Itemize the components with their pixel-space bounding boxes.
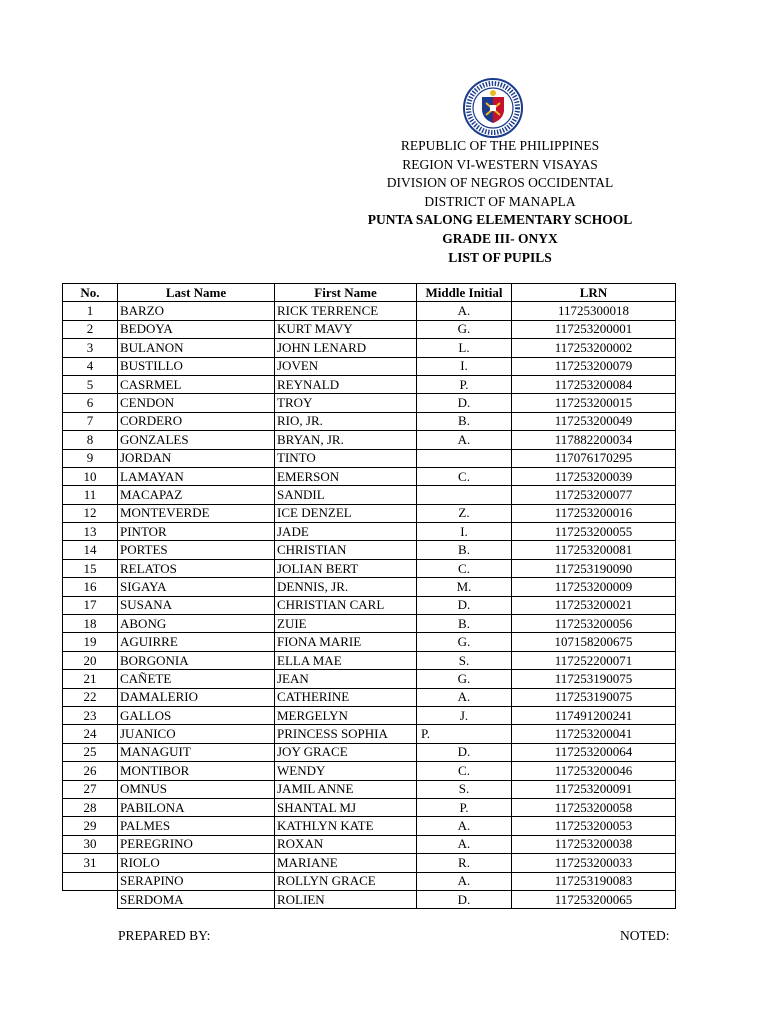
cell-last-name: RELATOS bbox=[118, 559, 275, 577]
cell-middle-initial: A. bbox=[417, 688, 512, 706]
cell-middle-initial: G. bbox=[417, 670, 512, 688]
table-row bbox=[63, 633, 676, 651]
table-row bbox=[63, 762, 676, 780]
cell-lrn: 117253200065 bbox=[512, 890, 676, 908]
cell-no: 13 bbox=[63, 523, 118, 541]
cell-first-name: ELLA MAE bbox=[275, 651, 417, 669]
cell-lrn: 117253200021 bbox=[512, 596, 676, 614]
cell-last-name: DAMALERIO bbox=[118, 688, 275, 706]
cell-middle-initial: J. bbox=[417, 706, 512, 724]
header-list-title: LIST OF PUPILS bbox=[448, 249, 552, 265]
cell-lrn: 117253190090 bbox=[512, 559, 676, 577]
cell-first-name: DENNIS, JR. bbox=[275, 578, 417, 596]
cell-first-name: ROXAN bbox=[275, 835, 417, 853]
cell-middle-initial: P. bbox=[417, 798, 512, 816]
table-row bbox=[63, 339, 676, 357]
cell-lrn: 11725300018 bbox=[512, 302, 676, 320]
col-header-lrn: LRN bbox=[512, 284, 676, 302]
cell-first-name: JOHN LENARD bbox=[275, 339, 417, 357]
cell-lrn: 117253200038 bbox=[512, 835, 676, 853]
cell-last-name: OMNUS bbox=[118, 780, 275, 798]
table-row bbox=[63, 706, 676, 724]
cell-middle-initial: A. bbox=[417, 431, 512, 449]
cell-middle-initial: P. bbox=[417, 375, 512, 393]
cell-no: 14 bbox=[63, 541, 118, 559]
cell-no: 9 bbox=[63, 449, 118, 467]
cell-no: 7 bbox=[63, 412, 118, 430]
cell-no: 23 bbox=[63, 706, 118, 724]
cell-no: 31 bbox=[63, 854, 118, 872]
cell-last-name: CORDERO bbox=[118, 412, 275, 430]
col-header-first-name: First Name bbox=[275, 284, 417, 302]
cell-lrn: 117253190075 bbox=[512, 688, 676, 706]
cell-middle-initial: A. bbox=[417, 835, 512, 853]
col-header-no: No. bbox=[63, 284, 118, 302]
table-row bbox=[63, 688, 676, 706]
table-row bbox=[63, 780, 676, 798]
cell-first-name: MERGELYN bbox=[275, 706, 417, 724]
cell-first-name: KURT MAVY bbox=[275, 320, 417, 338]
document-header bbox=[330, 137, 670, 267]
cell-first-name: JEAN bbox=[275, 670, 417, 688]
cell-lrn: 117253200079 bbox=[512, 357, 676, 375]
table-row bbox=[63, 872, 676, 890]
cell-lrn: 117253200053 bbox=[512, 817, 676, 835]
cell-middle-initial: B. bbox=[417, 541, 512, 559]
cell-middle-initial: A. bbox=[417, 872, 512, 890]
cell-middle-initial: A. bbox=[417, 817, 512, 835]
cell-middle-initial: Z. bbox=[417, 504, 512, 522]
cell-first-name: WENDY bbox=[275, 762, 417, 780]
cell-first-name: ROLLYN GRACE bbox=[275, 872, 417, 890]
cell-lrn: 117882200034 bbox=[512, 431, 676, 449]
cell-middle-initial bbox=[417, 486, 512, 504]
table-row bbox=[63, 670, 676, 688]
header-school-name: PUNTA SALONG ELEMENTARY SCHOOL bbox=[367, 212, 633, 228]
cell-middle-initial: I. bbox=[417, 523, 512, 541]
table-row bbox=[63, 302, 676, 320]
cell-no: 25 bbox=[63, 743, 118, 761]
cell-middle-initial: L. bbox=[417, 339, 512, 357]
cell-no: 1 bbox=[63, 302, 118, 320]
table-row bbox=[63, 615, 676, 633]
cell-first-name: CHRISTIAN CARL bbox=[275, 596, 417, 614]
cell-middle-initial: C. bbox=[417, 559, 512, 577]
cell-no: 8 bbox=[63, 431, 118, 449]
header-district: DISTRICT OF MANAPLA bbox=[424, 193, 576, 209]
cell-no: 20 bbox=[63, 651, 118, 669]
cell-last-name: SERDOMA bbox=[118, 890, 275, 908]
header-region: REGION VI-WESTERN VISAYAS bbox=[402, 156, 598, 172]
table-row bbox=[63, 725, 676, 743]
cell-no: 11 bbox=[63, 486, 118, 504]
cell-last-name: SERAPINO bbox=[118, 872, 275, 890]
cell-lrn: 117252200071 bbox=[512, 651, 676, 669]
cell-last-name: BEDOYA bbox=[118, 320, 275, 338]
cell-last-name: PORTES bbox=[118, 541, 275, 559]
cell-first-name: ICE DENZEL bbox=[275, 504, 417, 522]
cell-middle-initial: S. bbox=[417, 651, 512, 669]
cell-lrn: 117253190075 bbox=[512, 670, 676, 688]
cell-no: 4 bbox=[63, 357, 118, 375]
cell-first-name: SANDIL bbox=[275, 486, 417, 504]
cell-last-name: LAMAYAN bbox=[118, 467, 275, 485]
cell-middle-initial: G. bbox=[417, 633, 512, 651]
cell-first-name: RICK TERRENCE bbox=[275, 302, 417, 320]
cell-first-name: TROY bbox=[275, 394, 417, 412]
cell-no: 15 bbox=[63, 559, 118, 577]
cell-middle-initial: R. bbox=[417, 854, 512, 872]
cell-no: 5 bbox=[63, 375, 118, 393]
cell-first-name: SHANTAL MJ bbox=[275, 798, 417, 816]
cell-no bbox=[63, 872, 118, 890]
cell-middle-initial: A. bbox=[417, 302, 512, 320]
cell-lrn: 117253200001 bbox=[512, 320, 676, 338]
header-republic: REPUBLIC OF THE PHILIPPINES bbox=[400, 138, 600, 153]
cell-no: 22 bbox=[63, 688, 118, 706]
cell-first-name: JOVEN bbox=[275, 357, 417, 375]
cell-no: 19 bbox=[63, 633, 118, 651]
cell-first-name: CATHERINE bbox=[275, 688, 417, 706]
cell-last-name: PALMES bbox=[118, 817, 275, 835]
cell-lrn: 107158200675 bbox=[512, 633, 676, 651]
cell-lrn: 117253200046 bbox=[512, 762, 676, 780]
cell-lrn: 117253200058 bbox=[512, 798, 676, 816]
table-row bbox=[63, 412, 676, 430]
cell-first-name: ZUIE bbox=[275, 615, 417, 633]
table-row bbox=[63, 890, 676, 908]
cell-last-name: CASRMEL bbox=[118, 375, 275, 393]
pupil-list-table bbox=[62, 283, 676, 909]
cell-middle-initial: G. bbox=[417, 320, 512, 338]
cell-lrn: 117253200015 bbox=[512, 394, 676, 412]
cell-first-name: CHRISTIAN bbox=[275, 541, 417, 559]
cell-no: 29 bbox=[63, 817, 118, 835]
cell-first-name: FIONA MARIE bbox=[275, 633, 417, 651]
cell-middle-initial: I. bbox=[417, 357, 512, 375]
cell-lrn: 117253200064 bbox=[512, 743, 676, 761]
cell-lrn: 117253200049 bbox=[512, 412, 676, 430]
cell-middle-initial bbox=[417, 449, 512, 467]
cell-middle-initial: D. bbox=[417, 743, 512, 761]
table-row bbox=[63, 467, 676, 485]
cell-no: 30 bbox=[63, 835, 118, 853]
table-row bbox=[63, 357, 676, 375]
cell-last-name: PABILONA bbox=[118, 798, 275, 816]
cell-lrn: 117253200002 bbox=[512, 339, 676, 357]
cell-middle-initial: M. bbox=[417, 578, 512, 596]
cell-first-name: EMERSON bbox=[275, 467, 417, 485]
cell-first-name: KATHLYN KATE bbox=[275, 817, 417, 835]
table-row bbox=[63, 596, 676, 614]
cell-lrn: 117253190083 bbox=[512, 872, 676, 890]
cell-no: 18 bbox=[63, 615, 118, 633]
cell-middle-initial: D. bbox=[417, 596, 512, 614]
table-row bbox=[63, 835, 676, 853]
col-header-last-name: Last Name bbox=[118, 284, 275, 302]
cell-lrn: 117491200241 bbox=[512, 706, 676, 724]
cell-middle-initial: B. bbox=[417, 615, 512, 633]
cell-first-name: JAMIL ANNE bbox=[275, 780, 417, 798]
cell-last-name: GALLOS bbox=[118, 706, 275, 724]
table-row bbox=[63, 375, 676, 393]
cell-lrn: 117253200016 bbox=[512, 504, 676, 522]
cell-lrn: 117253200081 bbox=[512, 541, 676, 559]
cell-first-name: JOLIAN BERT bbox=[275, 559, 417, 577]
cell-lrn: 117253200041 bbox=[512, 725, 676, 743]
cell-middle-initial: C. bbox=[417, 762, 512, 780]
cell-no: 16 bbox=[63, 578, 118, 596]
cell-middle-initial: C. bbox=[417, 467, 512, 485]
cell-no: 6 bbox=[63, 394, 118, 412]
table-row bbox=[63, 541, 676, 559]
cell-last-name: PINTOR bbox=[118, 523, 275, 541]
cell-middle-initial: D. bbox=[417, 890, 512, 908]
cell-no: 17 bbox=[63, 596, 118, 614]
cell-last-name: JORDAN bbox=[118, 449, 275, 467]
cell-first-name: JOY GRACE bbox=[275, 743, 417, 761]
cell-middle-initial: S. bbox=[417, 780, 512, 798]
cell-last-name: PEREGRINO bbox=[118, 835, 275, 853]
cell-last-name: AGUIRRE bbox=[118, 633, 275, 651]
cell-last-name: BARZO bbox=[118, 302, 275, 320]
cell-last-name: SUSANA bbox=[118, 596, 275, 614]
cell-no bbox=[63, 890, 118, 908]
header-grade-section: GRADE III- ONYX bbox=[442, 230, 558, 246]
cell-last-name: MACAPAZ bbox=[118, 486, 275, 504]
header-division: DIVISION OF NEGROS OCCIDENTAL bbox=[386, 175, 614, 191]
table-row bbox=[63, 743, 676, 761]
cell-lrn: 117253200055 bbox=[512, 523, 676, 541]
cell-first-name: TINTO bbox=[275, 449, 417, 467]
cell-no: 28 bbox=[63, 798, 118, 816]
cell-lrn: 117253200084 bbox=[512, 375, 676, 393]
table-row bbox=[63, 504, 676, 522]
table-row bbox=[63, 817, 676, 835]
cell-middle-initial: P. bbox=[417, 725, 512, 743]
cell-last-name: BULANON bbox=[118, 339, 275, 357]
table-row bbox=[63, 486, 676, 504]
cell-lrn: 117253200009 bbox=[512, 578, 676, 596]
cell-no: 21 bbox=[63, 670, 118, 688]
cell-last-name: GONZALES bbox=[118, 431, 275, 449]
cell-lrn: 117253200091 bbox=[512, 780, 676, 798]
cell-no: 3 bbox=[63, 339, 118, 357]
cell-last-name: SIGAYA bbox=[118, 578, 275, 596]
col-header-middle-initial: Middle Initial bbox=[417, 284, 512, 302]
cell-last-name: BUSTILLO bbox=[118, 357, 275, 375]
table-body bbox=[63, 302, 676, 909]
cell-last-name: RIOLO bbox=[118, 854, 275, 872]
table-header-row bbox=[63, 284, 676, 302]
cell-last-name: JUANICO bbox=[118, 725, 275, 743]
cell-first-name: REYNALD bbox=[275, 375, 417, 393]
table-row bbox=[63, 394, 676, 412]
prepared-by-label: PREPARED BY: bbox=[118, 928, 211, 943]
deped-seal-logo bbox=[458, 77, 528, 139]
cell-lrn: 117253200056 bbox=[512, 615, 676, 633]
table-row bbox=[63, 854, 676, 872]
noted-label: NOTED: bbox=[620, 928, 670, 943]
cell-no: 10 bbox=[63, 467, 118, 485]
table-row bbox=[63, 578, 676, 596]
cell-no: 27 bbox=[63, 780, 118, 798]
table-row bbox=[63, 449, 676, 467]
cell-last-name: CAÑETE bbox=[118, 670, 275, 688]
table-row bbox=[63, 431, 676, 449]
cell-lrn: 117076170295 bbox=[512, 449, 676, 467]
cell-lrn: 117253200033 bbox=[512, 854, 676, 872]
cell-no: 2 bbox=[63, 320, 118, 338]
cell-first-name: MARIANE bbox=[275, 854, 417, 872]
table-row bbox=[63, 559, 676, 577]
cell-last-name: BORGONIA bbox=[118, 651, 275, 669]
cell-last-name: ABONG bbox=[118, 615, 275, 633]
cell-first-name: ROLIEN bbox=[275, 890, 417, 908]
cell-first-name: BRYAN, JR. bbox=[275, 431, 417, 449]
table-row bbox=[63, 523, 676, 541]
cell-first-name: RIO, JR. bbox=[275, 412, 417, 430]
cell-no: 24 bbox=[63, 725, 118, 743]
cell-middle-initial: B. bbox=[417, 412, 512, 430]
table-row bbox=[63, 651, 676, 669]
cell-last-name: MONTEVERDE bbox=[118, 504, 275, 522]
table-row bbox=[63, 320, 676, 338]
cell-first-name: PRINCESS SOPHIA bbox=[275, 725, 417, 743]
cell-lrn: 117253200077 bbox=[512, 486, 676, 504]
cell-middle-initial: D. bbox=[417, 394, 512, 412]
cell-last-name: MANAGUIT bbox=[118, 743, 275, 761]
cell-first-name: JADE bbox=[275, 523, 417, 541]
cell-last-name: MONTIBOR bbox=[118, 762, 275, 780]
cell-last-name: CENDON bbox=[118, 394, 275, 412]
cell-lrn: 117253200039 bbox=[512, 467, 676, 485]
table-row bbox=[63, 798, 676, 816]
cell-no: 12 bbox=[63, 504, 118, 522]
cell-no: 26 bbox=[63, 762, 118, 780]
